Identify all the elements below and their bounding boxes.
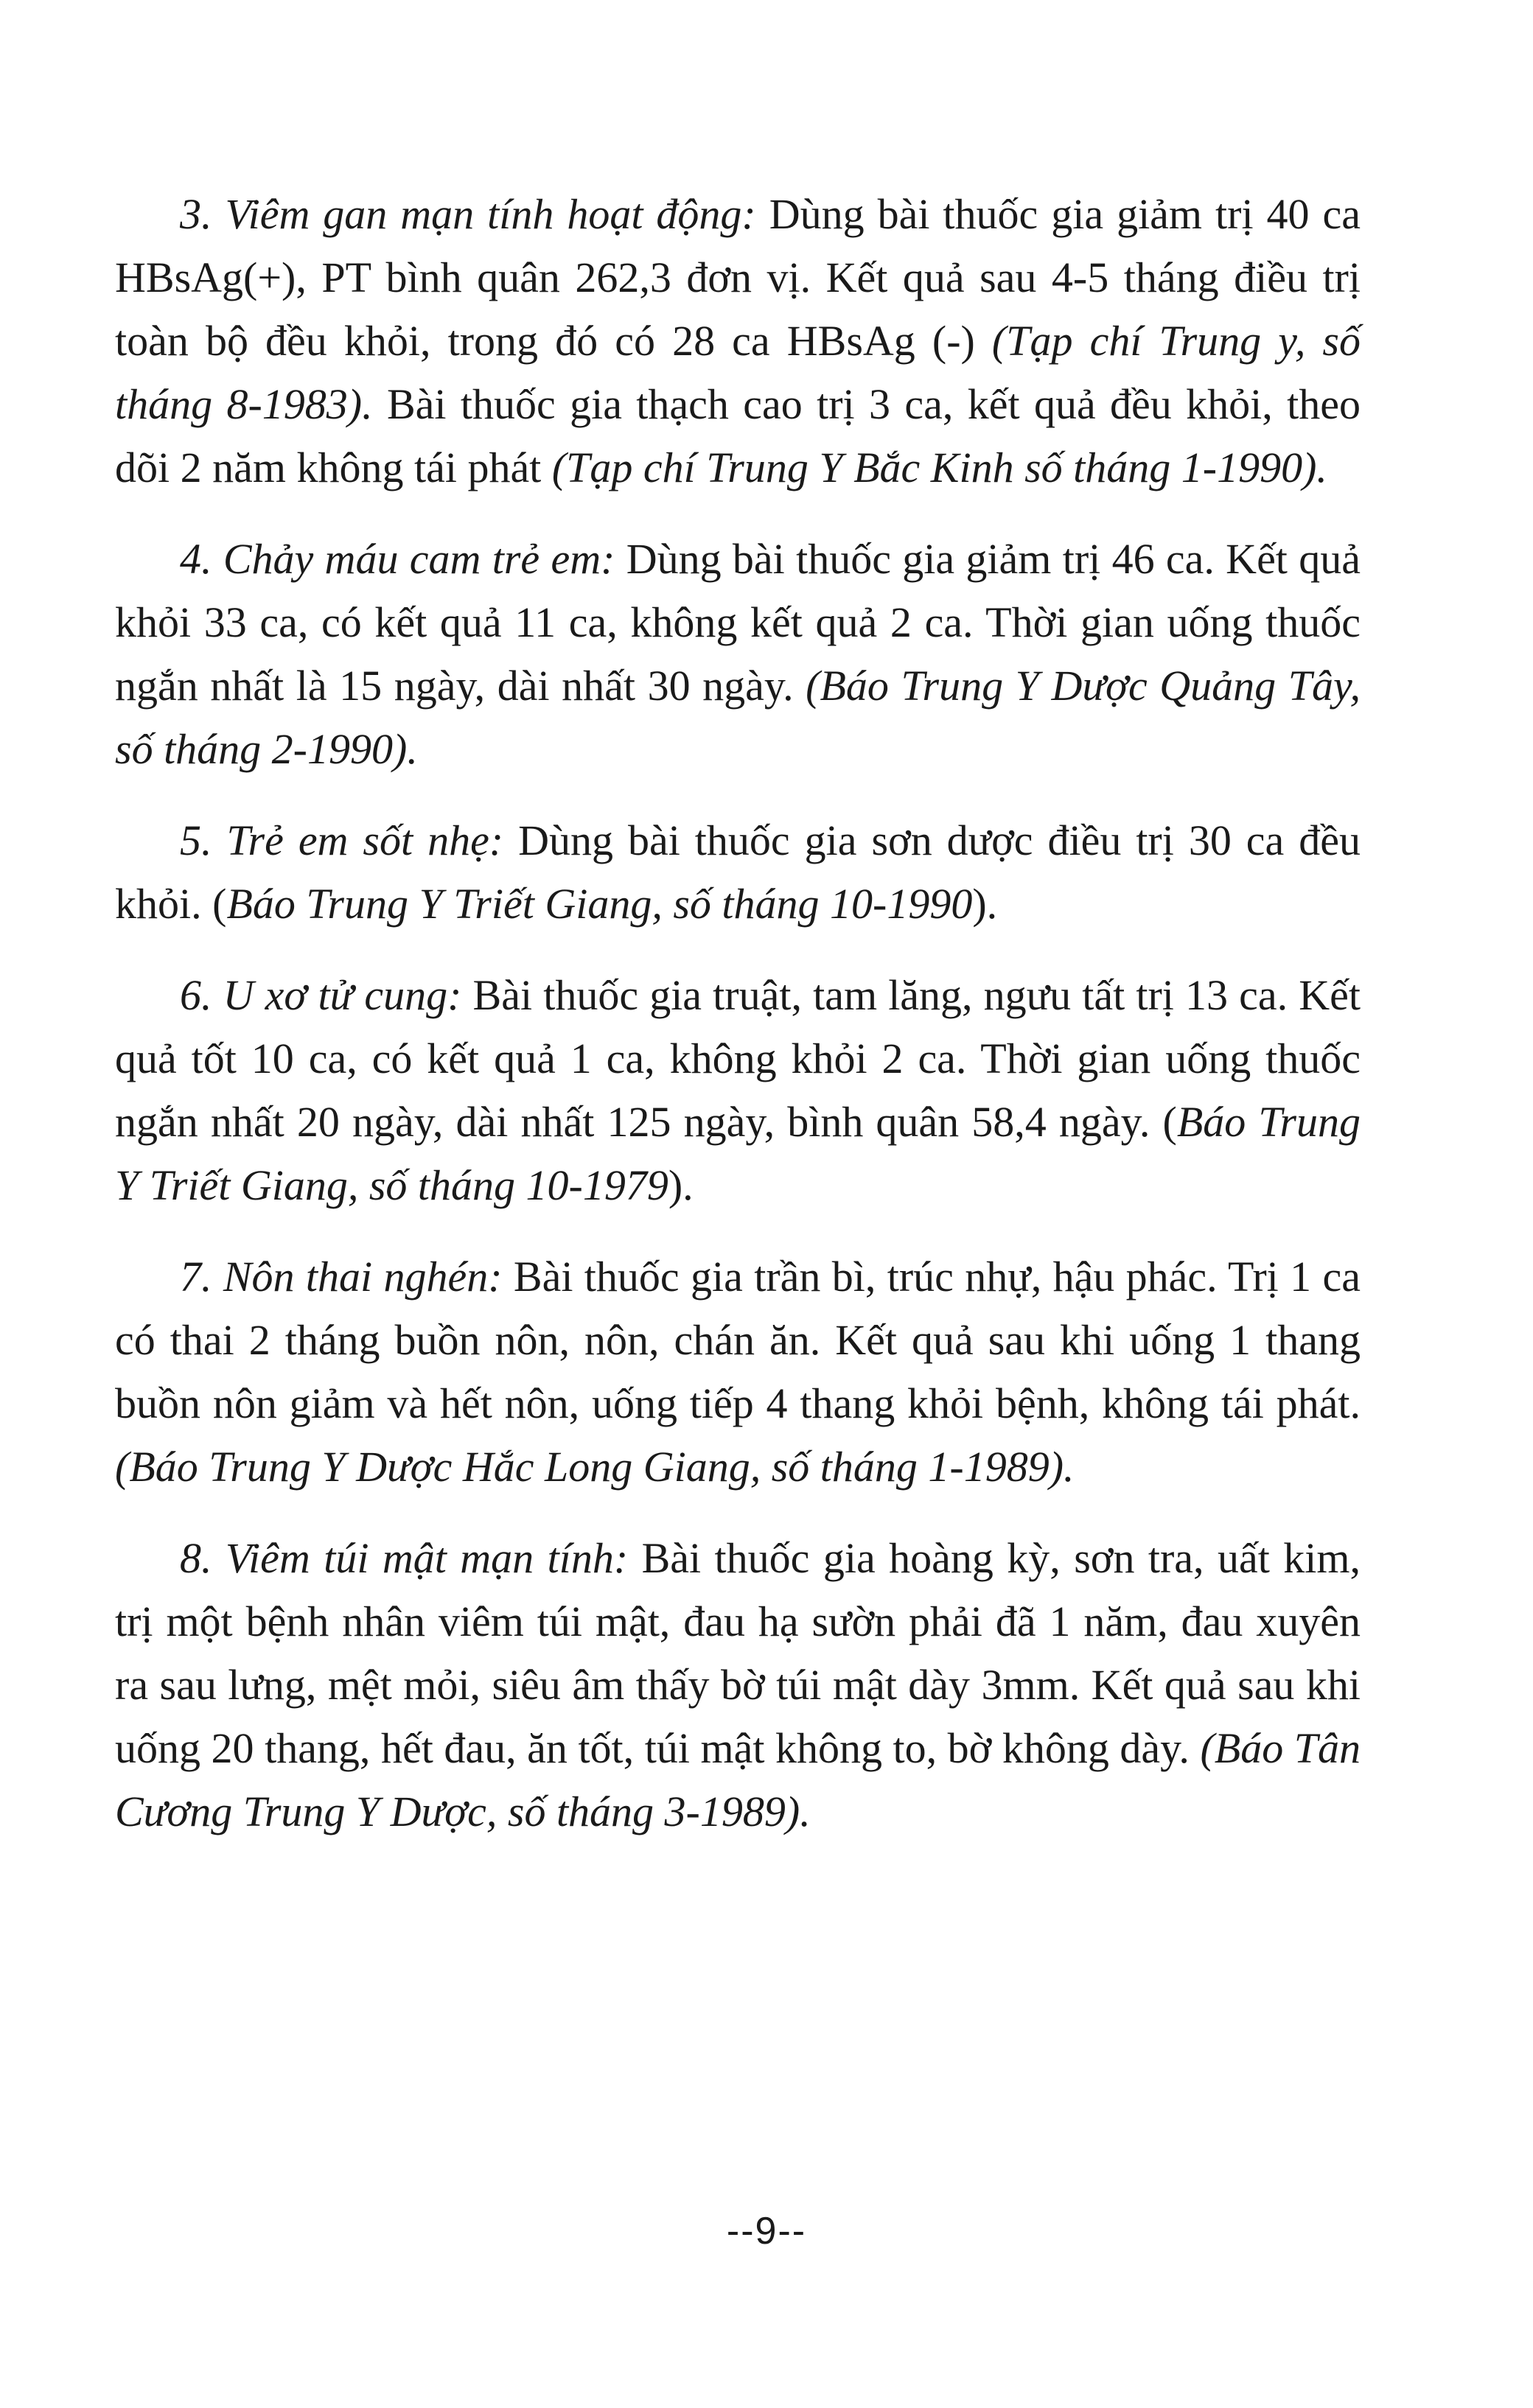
entry-8-chronic-cholecystitis [115, 1527, 1361, 1844]
entry-text: Dùng bài thuốc gia giảm trị 46 ca. Kết quả khỏi 33 ca, có kết quả 11 ca, không kết quả 2 ca. Thời gian uống thuốc ngắn nhất là 15 ngày, dài nhất 30 ngày. [115, 535, 1361, 710]
entry-reference: (Báo Tân Cương Trung Y Dược, số tháng 3-1989). [115, 1724, 1361, 1835]
entry-heading: 3. Viêm gan mạn tính hoạt động: [180, 190, 756, 238]
entry-heading: 5. Trẻ em sốt nhẹ: [180, 816, 504, 864]
entry-heading: 4. Chảy máu cam trẻ em: [180, 535, 615, 583]
entry-4-child-nosebleed [115, 528, 1361, 781]
entry-heading: 8. Viêm túi mật mạn tính: [180, 1534, 629, 1582]
entry-reference: (Báo Trung Y Dược Hắc Long Giang, số tháng 1-1989). [115, 1443, 1075, 1491]
entry-3-chronic-active-hepatitis [115, 183, 1361, 500]
entry-text: Bài thuốc gia hoàng kỳ, sơn tra, uất kim, trị một bệnh nhân viêm túi mật, đau hạ sườn phải đã 1 năm, đau xuyên ra sau lưng, mệt mỏi, siêu âm thấy bờ túi mật dày 3mm. Kết quả sau khi uống 20 thang, hết đau, ăn tốt, túi mật không to, bờ không dày. [115, 1534, 1361, 1772]
entry-text: Bài thuốc gia truật, tam lăng, ngưu tất trị 13 ca. Kết quả tốt 10 ca, có kết quả 1 ca, không khỏi 2 ca. Thời gian uống thuốc ngắn nhất 20 ngày, dài nhất 125 ngày, bình quân 58,4 ngày. ( [115, 971, 1361, 1146]
entry-text: Bài thuốc gia trần bì, trúc nhự, hậu phác. Trị 1 ca có thai 2 tháng buồn nôn, nôn, chán ăn. Kết quả sau khi uống 1 thang buồn nôn giảm và hết nôn, uống tiếp 4 thang khỏi bệnh, không tái phát. [115, 1253, 1361, 1427]
entry-7-morning-sickness [115, 1245, 1361, 1499]
entry-reference: (Báo Trung Y Dược Quảng Tây, số tháng 2-1990). [115, 662, 1361, 773]
entry-6-uterine-fibroid [115, 964, 1361, 1217]
entry-text: ). [972, 880, 998, 928]
entry-reference: Báo Trung Y Triết Giang, số tháng 10-1979 [115, 1098, 1361, 1209]
entry-heading: 7. Nôn thai nghén: [180, 1253, 503, 1301]
entry-text: ). [668, 1161, 694, 1209]
entry-text: Dùng bài thuốc gia giảm trị 40 ca HBsAg(+), PT bình quân 262,3 đơn vị. Kết quả sau 4-5 tháng điều trị toàn bộ đều khỏi, trong đó có 28 ca HBsAg (-) [115, 190, 1361, 365]
entry-reference: (Tạp chí Trung y, số tháng 8-1983). [115, 317, 1361, 428]
entry-reference: (Tạp chí Trung Y Bắc Kinh số tháng 1-1990). [551, 444, 1327, 491]
page-body [115, 183, 1361, 1872]
entry-5-child-mild-fever [115, 809, 1361, 936]
entry-text: Bài thuốc gia thạch cao trị 3 ca, kết quả đều khỏi, theo dõi 2 năm không tái phát [115, 380, 1361, 491]
entry-text: Dùng bài thuốc gia sơn dược điều trị 30 ca đều khỏi. ( [115, 816, 1361, 928]
page-number: --9-- [726, 2210, 807, 2253]
entry-heading: 6. U xơ tử cung: [180, 971, 462, 1019]
entry-reference: Báo Trung Y Triết Giang, số tháng 10-1990 [226, 880, 973, 928]
